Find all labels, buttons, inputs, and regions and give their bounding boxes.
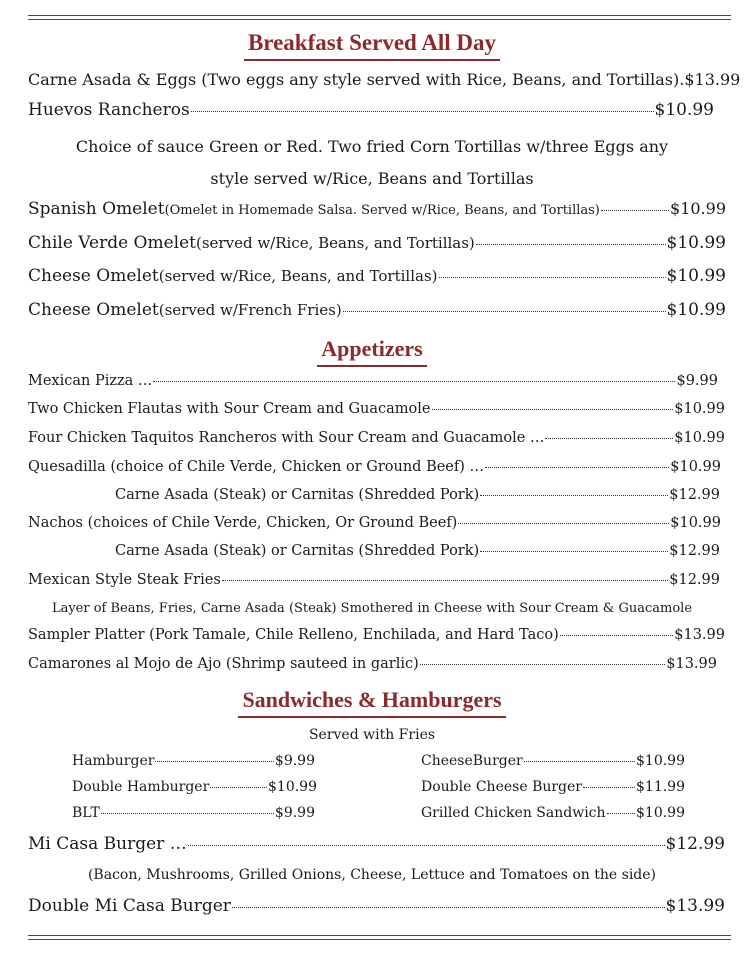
menu-item-cheeseburger: CheeseBurger $10.99 — [421, 753, 685, 769]
breakfast-heading: Breakfast Served All Day — [0, 30, 744, 61]
served-with-fries-note: Served with Fries — [308, 727, 436, 743]
menu-item-nachos-carne-asada: Carne Asada (Steak) or Carnitas (Shredded Pork) $12.99 — [115, 543, 720, 559]
menu-item-chicken-flautas: Two Chicken Flautas with Sour Cream and Guacamole $10.99 — [28, 401, 725, 417]
menu-item-grilled-chicken: Grilled Chicken Sandwich $10.99 — [421, 805, 685, 821]
top-border — [28, 15, 731, 20]
menu-item-quesadilla-carne-asada: Carne Asada (Steak) or Carnitas (Shredded Pork) $12.99 — [115, 487, 720, 503]
menu-item-carne-asada-eggs: Carne Asada & Eggs (Two eggs any style served with Rice, Beans, and Tortillas).$13.99 — [28, 70, 741, 89]
menu-item-steak-fries: Mexican Style Steak Fries $12.99 — [28, 572, 720, 588]
menu-item-mexican-pizza: Mexican Pizza … $9.99 — [28, 373, 718, 389]
menu-item-double-hamburger: Double Hamburger $10.99 — [72, 779, 317, 795]
menu-item-nachos: Nachos (choices of Chile Verde, Chicken, Or Ground Beef) $10.99 — [28, 515, 721, 531]
mi-casa-note: (Bacon, Mushrooms, Grilled Onions, Cheese, Lettuce and Tomatoes on the side) — [87, 867, 657, 883]
menu-item-hamburger: Hamburger $9.99 — [72, 753, 315, 769]
menu-item-blt: BLT $9.99 — [72, 805, 315, 821]
sandwiches-heading: Sandwiches & Hamburgers — [0, 687, 744, 718]
menu-item-spanish-omelet: Spanish Omelet (Omelet in Homemade Salsa. Served w/Rice, Beans, and Tortillas) $10.99 — [28, 199, 726, 219]
huevos-note: Choice of sauce Green or Red. Two fried Corn Tortillas w/three Eggs any — [75, 137, 669, 156]
menu-item-huevos-rancheros: Huevos Rancheros $10.99 — [28, 100, 714, 120]
menu-item-chicken-taquitos: Four Chicken Taquitos Rancheros with Sour Cream and Guacamole … $10.99 — [28, 430, 725, 446]
menu-item-cheese-omelet-fries: Cheese Omelet (served w/French Fries) $10.99 — [28, 300, 726, 320]
appetizers-heading: Appetizers — [0, 336, 744, 367]
menu-item-mi-casa-burger: Mi Casa Burger … $12.99 — [28, 834, 725, 854]
bottom-border — [28, 935, 731, 940]
menu-item-sampler-platter: Sampler Platter (Pork Tamale, Chile Relleno, Enchilada, and Hard Taco) $13.99 — [28, 627, 725, 643]
menu-item-quesadilla: Quesadilla (choice of Chile Verde, Chicken or Ground Beef) … $10.99 — [28, 459, 721, 475]
menu-item-double-cheeseburger: Double Cheese Burger $11.99 — [421, 779, 685, 795]
menu-item-cheese-omelet-rice: Cheese Omelet (served w/Rice, Beans, and Tortillas) $10.99 — [28, 266, 726, 286]
menu-item-camarones: Camarones al Mojo de Ajo (Shrimp sauteed in garlic) $13.99 — [28, 656, 717, 672]
menu-item-double-mi-casa-burger: Double Mi Casa Burger $13.99 — [28, 896, 725, 916]
menu-item-chile-verde-omelet: Chile Verde Omelet (served w/Rice, Beans, and Tortillas) $10.99 — [28, 233, 726, 253]
huevos-note-2: style served w/Rice, Beans and Tortillas — [210, 169, 534, 188]
steak-fries-note: Layer of Beans, Fries, Carne Asada (Steak) Smothered in Cheese with Sour Cream & Guacamole — [51, 601, 693, 616]
